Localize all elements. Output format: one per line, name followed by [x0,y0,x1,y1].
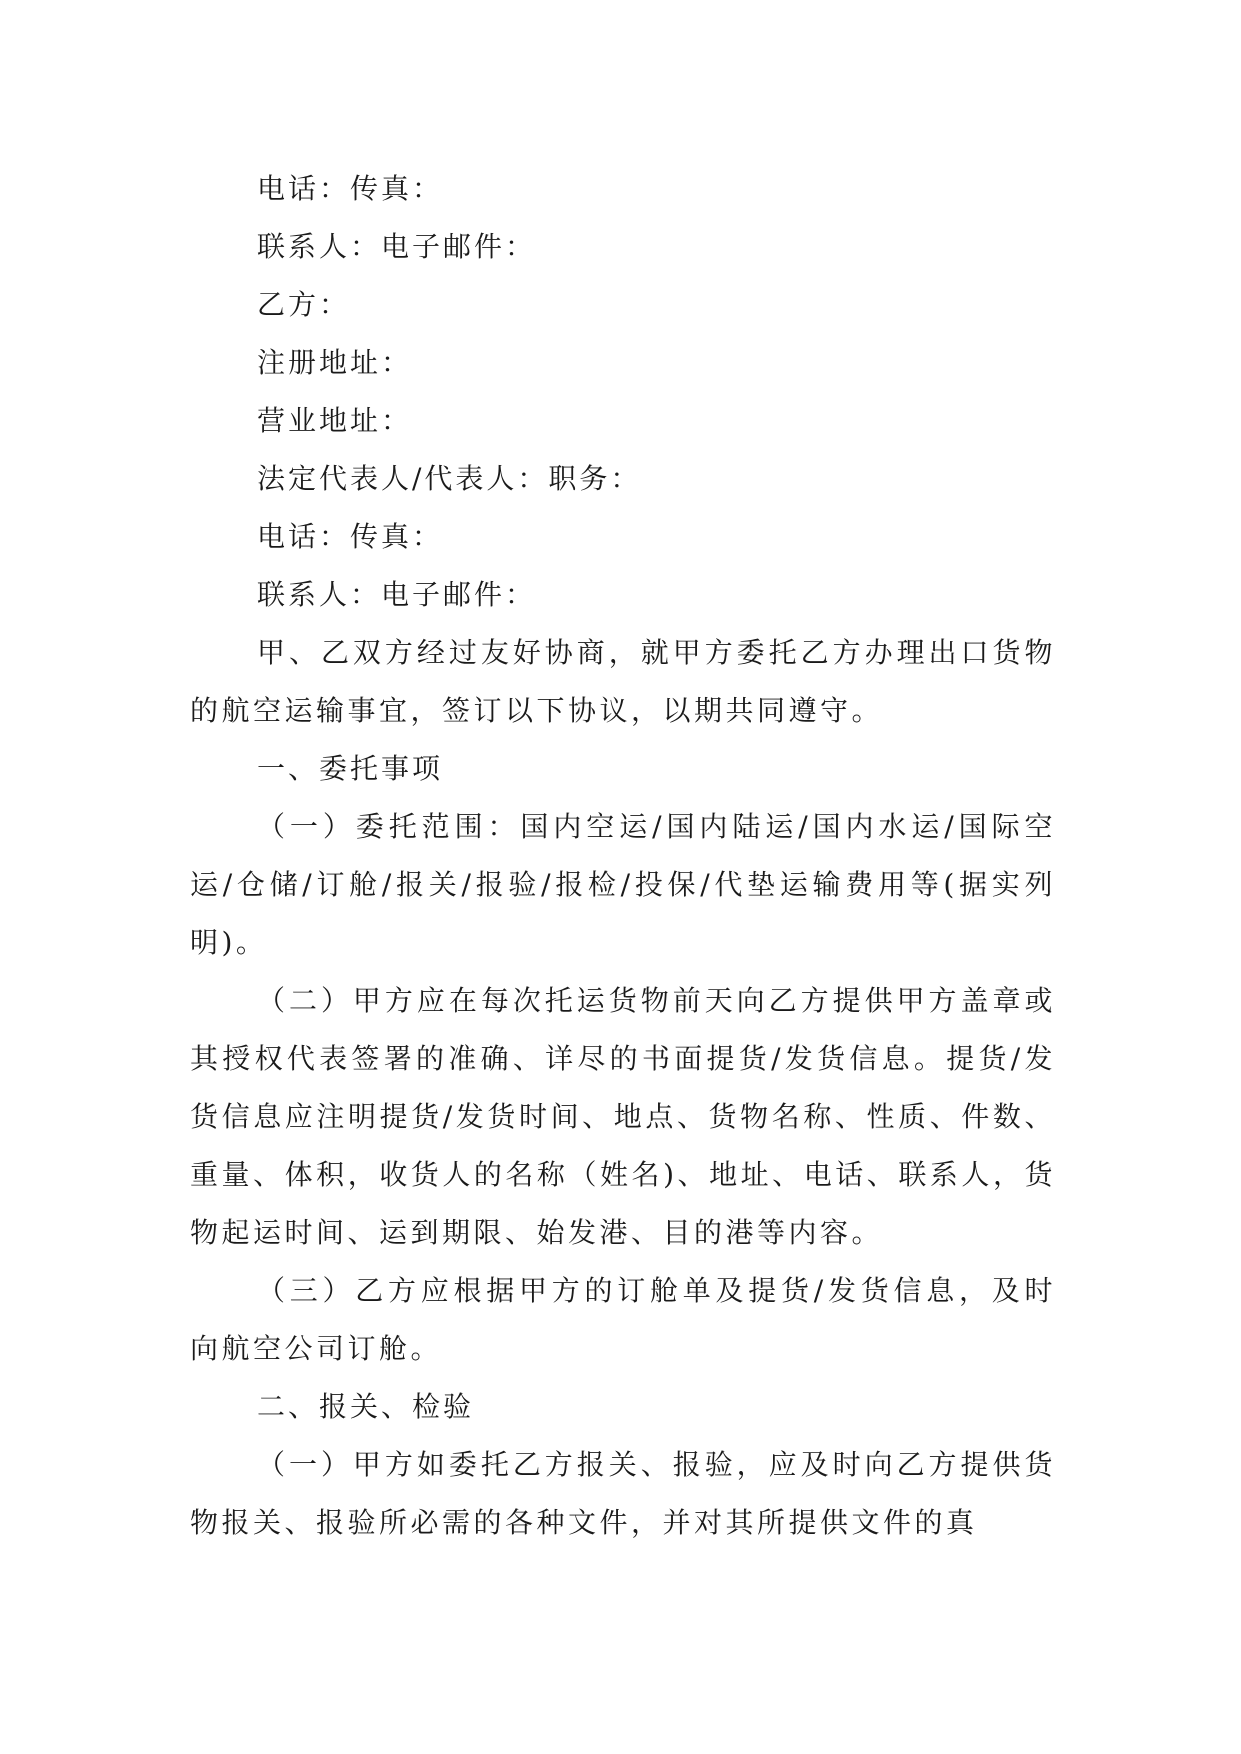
contact-email-line-1: 联系人：电子邮件： [257,230,537,263]
business-address-line: 营业地址： [257,404,413,437]
document-body [190,160,1056,1552]
phone-fax-line-1: 电话：传真： [257,172,444,205]
contact-email-line-2: 联系人：电子邮件： [257,578,537,611]
registered-address-line: 注册地址： [257,346,413,379]
legal-representative-line: 法定代表人/代表人：职务： [257,462,642,495]
intro-paragraph: 甲、乙双方经过友好协商，就甲方委托乙方办理出口货物的航空运输事宜，签订以下协议，以期共同遵守。 [190,636,1056,727]
section-1-item-2: （二）甲方应在每次托运货物前天向乙方提供甲方盖章或其授权代表签署的准确、详尽的书面提货/发货信息。提货/发货信息应注明提货/发货时间、地点、货物名称、性质、件数、重量、体积，收货人的名称（姓名)、地址、电话、联系人，货物起运时间、运到期限、始发港、目的港等内容。 [190,984,1056,1249]
section-1-item-3: （三）乙方应根据甲方的订舱单及提货/发货信息，及时向航空公司订舱。 [190,1274,1056,1365]
section-2-item-1: （一）甲方如委托乙方报关、报验，应及时向乙方提供货物报关、报验所必需的各种文件，并对其所提供文件的真 [190,1448,1056,1539]
party-b-line: 乙方： [257,288,351,321]
section-2-heading: 二、报关、检验 [257,1390,475,1423]
section-1-item-1: （一）委托范围：国内空运/国内陆运/国内水运/国际空运/仓储/订舱/报关/报验/报检/投保/代垫运输费用等(据实列明)。 [190,810,1056,959]
section-1-heading: 一、委托事项 [257,752,444,785]
phone-fax-line-2: 电话：传真： [257,520,444,553]
